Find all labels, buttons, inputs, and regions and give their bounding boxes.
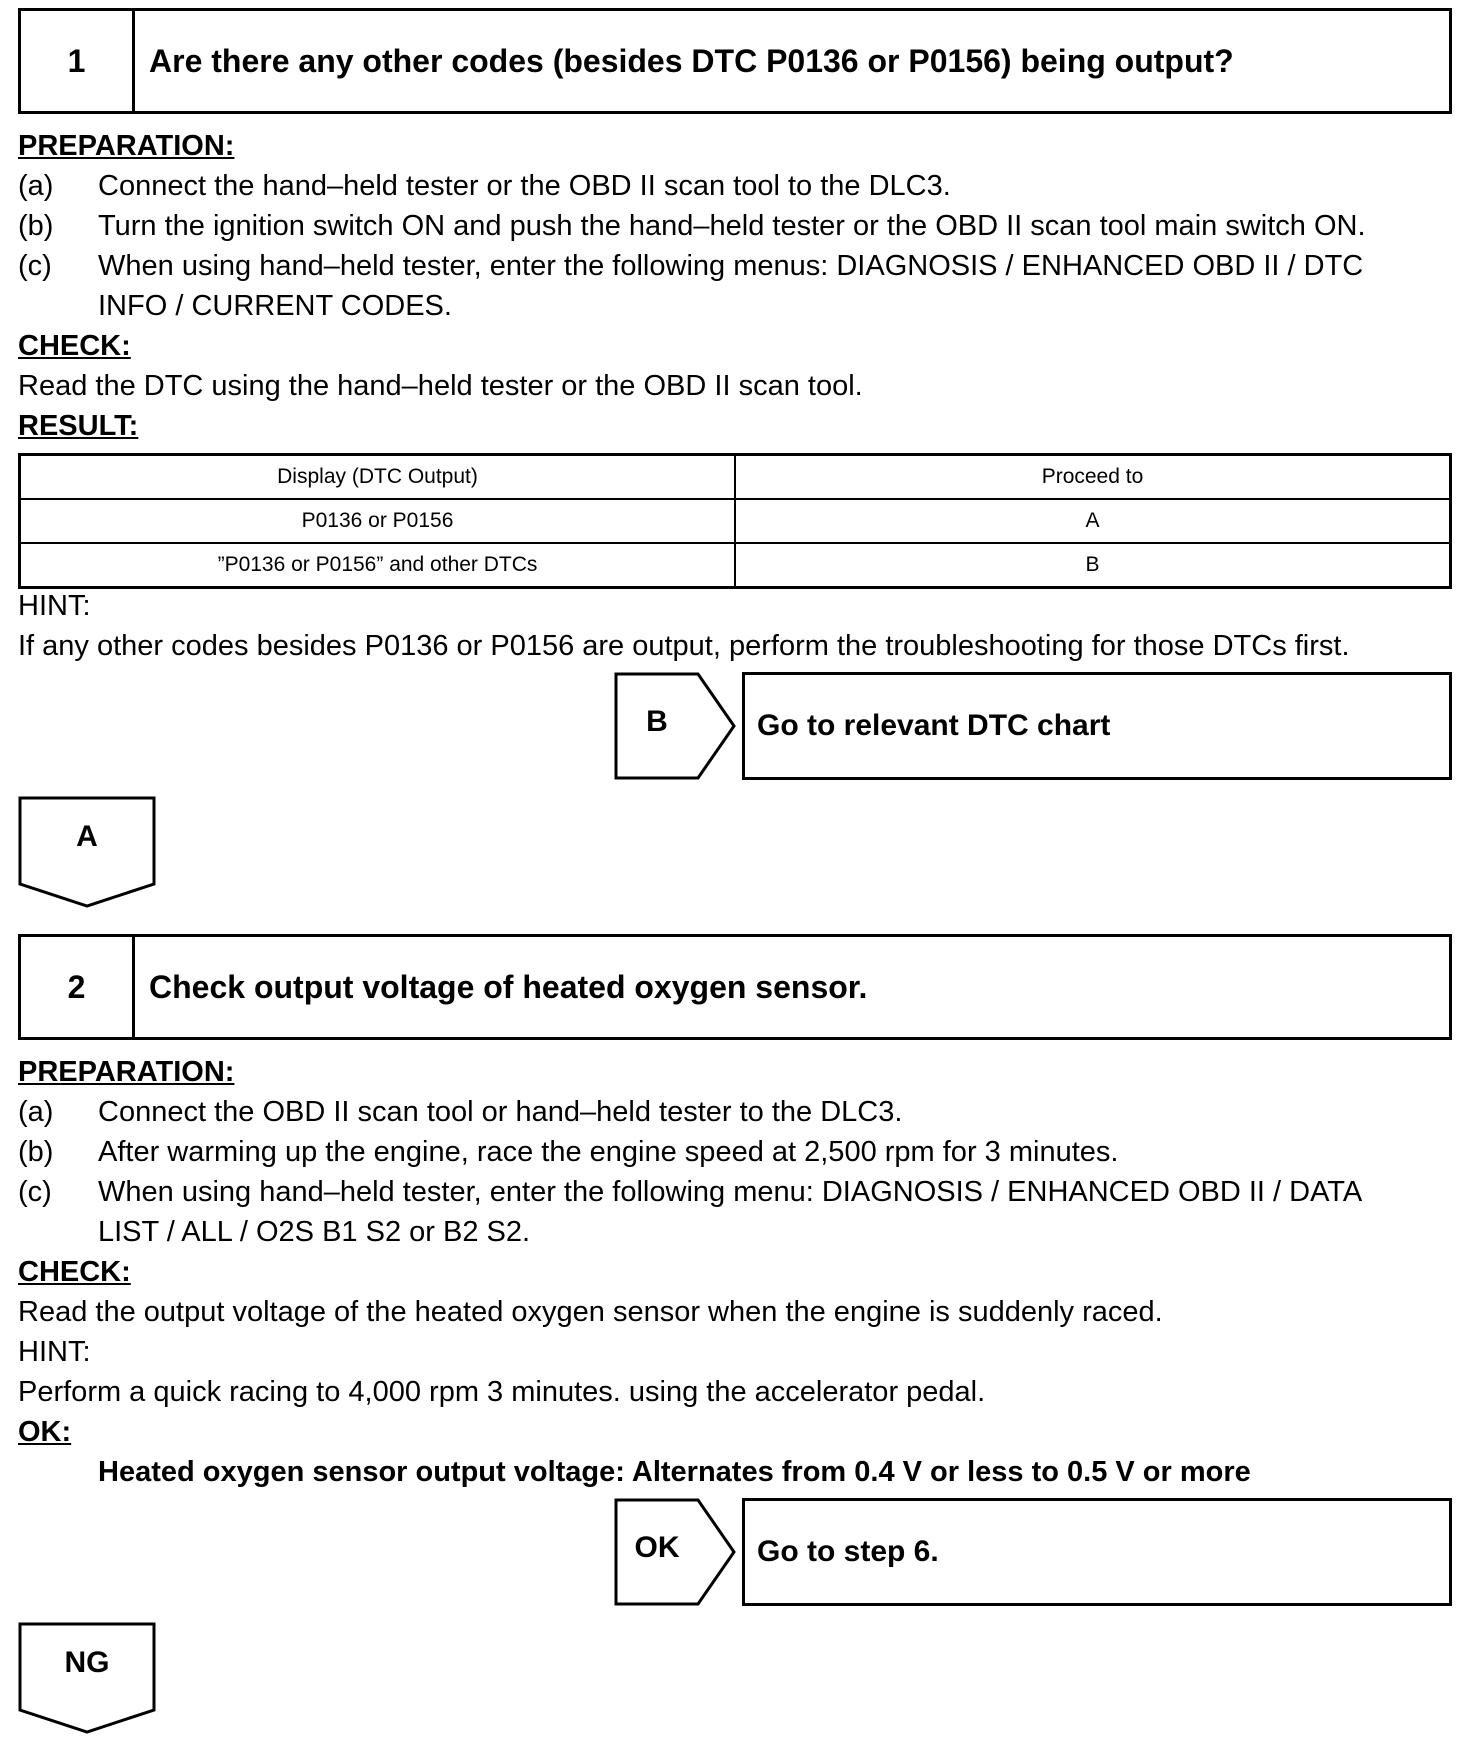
- go-to-dtc-chart-box: Go to relevant DTC chart: [742, 672, 1452, 780]
- check-heading: CHECK:: [18, 330, 131, 362]
- prep-marker: (a): [18, 170, 54, 202]
- table-cell: A: [735, 499, 1451, 543]
- prep-item: Connect the OBD II scan tool or hand–held tester to the DLC3.: [98, 1096, 903, 1128]
- hint-heading: HINT:: [18, 1336, 91, 1368]
- hint-heading: HINT:: [18, 590, 91, 622]
- branch-a-label: A: [76, 820, 98, 853]
- ok-criteria: Heated oxygen sensor output voltage: Alternates from 0.4 V or less to 0.5 V or more: [98, 1456, 1251, 1488]
- step-number: 1: [21, 11, 135, 111]
- step-1-header: [18, 8, 1452, 114]
- prep-marker: (c): [18, 250, 52, 282]
- table-row: [20, 543, 1451, 588]
- check-heading: CHECK:: [18, 1256, 131, 1288]
- preparation-heading: PREPARATION:: [18, 1056, 235, 1088]
- check-text: Read the DTC using the hand–held tester or the OBD II scan tool.: [18, 370, 863, 402]
- result-heading: RESULT:: [18, 410, 139, 442]
- prep-item-continuation: LIST / ALL / O2S B1 S2 or B2 S2.: [98, 1216, 531, 1248]
- prep-marker: (a): [18, 1096, 54, 1128]
- step-2-header: [18, 934, 1452, 1040]
- prep-item-continuation: INFO / CURRENT CODES.: [98, 290, 452, 322]
- step-title: Are there any other codes (besides DTC P0136 or P0156) being output?: [149, 42, 1234, 79]
- step-number: 2: [21, 937, 135, 1037]
- ok-heading: OK:: [18, 1416, 72, 1448]
- prep-marker: (b): [18, 1136, 54, 1168]
- step-title: Check output voltage of heated oxygen sensor.: [149, 968, 868, 1005]
- prep-marker: (c): [18, 1176, 52, 1208]
- prep-marker: (b): [18, 210, 54, 242]
- branch-b-label: B: [646, 705, 668, 738]
- table-row: [20, 499, 1451, 543]
- table-header-cell: Display (DTC Output): [20, 455, 736, 500]
- hint-text: Perform a quick racing to 4,000 rpm 3 minutes. using the accelerator pedal.: [18, 1376, 986, 1408]
- prep-item: After warming up the engine, race the engine speed at 2,500 rpm for 3 minutes.: [98, 1136, 1119, 1168]
- prep-item: When using hand–held tester, enter the following menu: DIAGNOSIS / ENHANCED OBD II / DATA: [98, 1176, 1363, 1208]
- table-cell: P0136 or P0156: [20, 499, 736, 543]
- prep-item: When using hand–held tester, enter the following menus: DIAGNOSIS / ENHANCED OBD II / DTC: [98, 250, 1364, 282]
- prep-item: Connect the hand–held tester or the OBD II scan tool to the DLC3.: [98, 170, 951, 202]
- check-text: Read the output voltage of the heated oxygen sensor when the engine is suddenly raced.: [18, 1296, 1163, 1328]
- table-cell: ”P0136 or P0156” and other DTCs: [20, 543, 736, 588]
- go-to-step-6-box: Go to step 6.: [742, 1498, 1452, 1606]
- branch-ng-label: NG: [64, 1646, 110, 1679]
- table-header-cell: Proceed to: [735, 455, 1451, 500]
- hint-text: If any other codes besides P0136 or P0156 are output, perform the troubleshooting for those DTCs first.: [18, 630, 1350, 662]
- table-cell: B: [735, 543, 1451, 588]
- table-header-row: [20, 455, 1451, 500]
- result-table: [18, 453, 1452, 589]
- branch-ok-label: OK: [634, 1531, 680, 1564]
- preparation-heading: PREPARATION:: [18, 130, 235, 162]
- prep-item: Turn the ignition switch ON and push the hand–held tester or the OBD II scan tool main switch ON.: [98, 210, 1366, 242]
